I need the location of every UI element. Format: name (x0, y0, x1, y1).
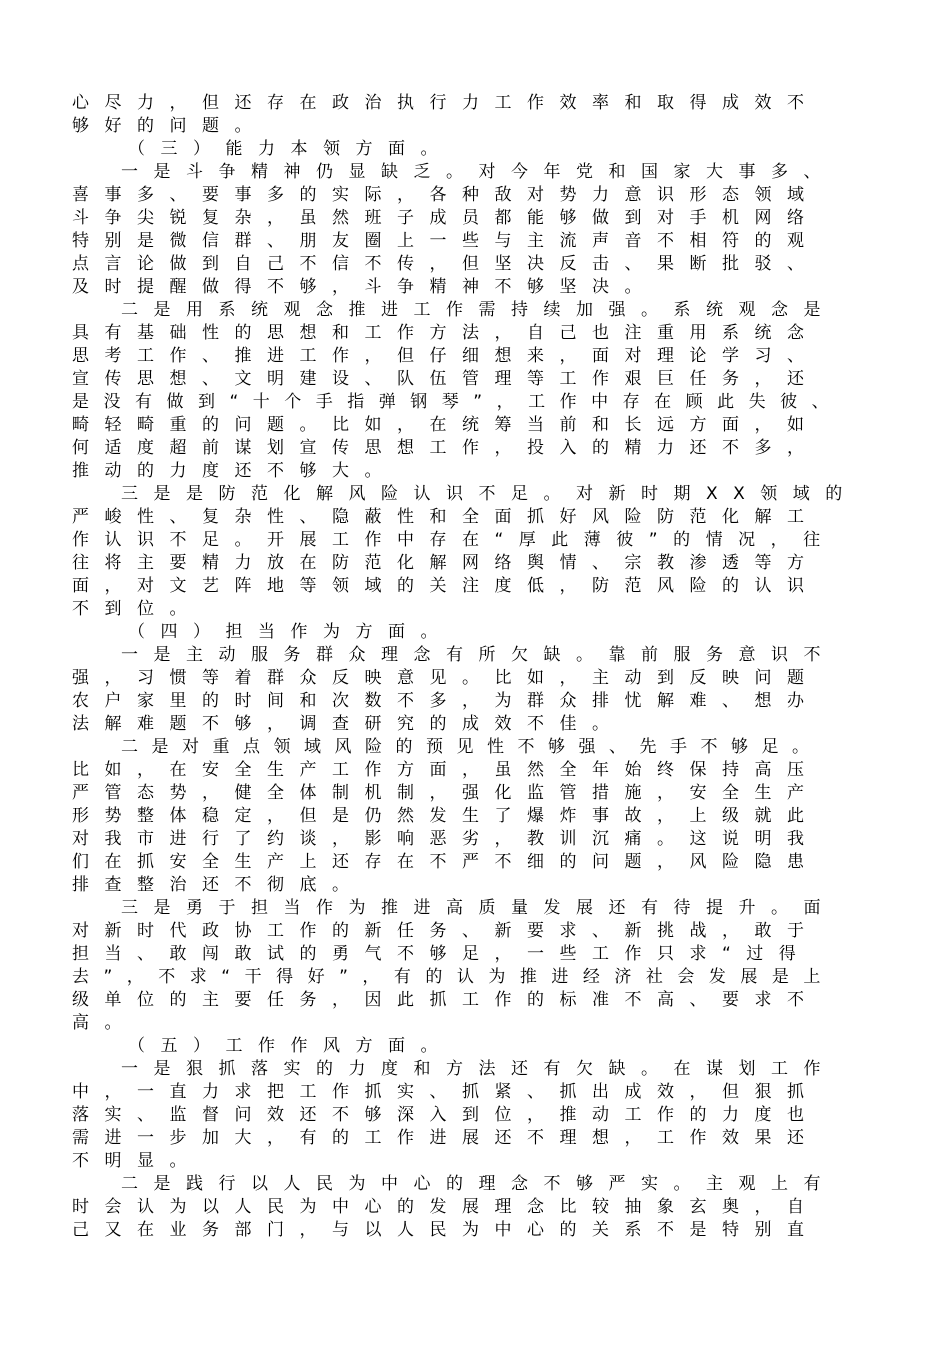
text-line: 比如，在安全生产工作方面，虽然全年始终保持高压 (72, 760, 820, 780)
text-line: 是没有做到“十个手指弹钢琴”，工作中存在顾此失彼、 (72, 392, 844, 412)
text-line: 需进一步加大，有的工作进展还不理想，工作效果还 (72, 1128, 820, 1148)
text-line: 法解难题不够，调查研究的成效不佳。 (72, 714, 625, 734)
text-line: 面，对文艺阵地等领域的关注度低，防范风险的认识 (72, 576, 820, 596)
text-line: 高。 (72, 1013, 137, 1033)
text-line: 农户家里的时间和次数不多，为群众排忧解难、想办 (72, 691, 820, 711)
section-heading: （三）能力本领方面。 (128, 139, 453, 159)
text-line: 作认识不足。开展工作中存在“厚此薄彼”的情况，往 (72, 530, 836, 550)
text-line: 三是勇于担当作为推进高质量发展还有待提升。面 (121, 898, 836, 918)
text-line: 点言论做到自己不信不传，但坚决反击、果断批驳、 (72, 254, 820, 274)
text-line: 一是狠抓落实的力度和方法还有欠缺。在谋划工作 (121, 1059, 836, 1079)
text-line: 特别是微信群、朋友圈上一些与主流声音不相符的观 (72, 231, 820, 251)
text-line: 喜事多、要事多的实际，各种敌对势力意识形态领域 (72, 185, 820, 205)
text-line: 严峻性、复杂性、隐蔽性和全面抓好风险防范化解工 (72, 507, 820, 527)
text-line: 对新时代政协工作的新任务、新要求、新挑战，敢于 (72, 921, 820, 941)
text-line: 及时提醒做得不够，斗争精神不够坚决。 (72, 277, 657, 297)
text-line: 中，一直力求把工作抓实、抓紧、抓出成效，但狠抓 (72, 1082, 820, 1102)
text-line: 具有基础性的思想和工作方法，自己也注重用系统念 (72, 323, 820, 343)
document-body (72, 92, 872, 1242)
section-heading: （五）工作作风方面。 (128, 1036, 453, 1056)
text-line: 级单位的主要任务，因此抓工作的标准不高、要求不 (72, 990, 820, 1010)
text-line: 往将主要精力放在防范化解网络舆情、宗教渗透等方 (72, 553, 820, 573)
text-line: 担当、敢闯敢试的勇气不够足，一些工作只求“过得 (72, 944, 812, 964)
text-line: 够好的问题。 (72, 116, 267, 136)
text-line: 不到位。 (72, 599, 202, 619)
text-line: 己又在业务部门，与以人民为中心的关系不是特别直 (72, 1220, 820, 1240)
text-line: 二是践行以人民为中心的理念不够严实。主观上有 (121, 1174, 836, 1194)
text-line: 推动的力度还不够大。 (72, 461, 397, 481)
text-line: 何适度超前谋划宣传思想工作，投入的精力还不多， (72, 438, 820, 458)
text-line: 不明显。 (72, 1151, 202, 1171)
text-line: 三是是防范化解风险认识不足。对新时期XX领域的 (121, 484, 858, 504)
text-line: 强，习惯等着群众反映意见。比如，主动到反映问题 (72, 668, 820, 688)
text-line: 一是主动服务群众理念有所欠缺。靠前服务意识不 (121, 645, 836, 665)
text-line: 心尽力，但还存在政治执行力工作效率和取得成效不 (72, 93, 820, 113)
text-line: 严管态势，健全体制机制，强化监管措施，安全生产 (72, 783, 820, 803)
text-line: 二是用系统观念推进工作需持续加强。系统观念是 (121, 300, 836, 320)
text-line: 二是对重点领域风险的预见性不够强、先手不够足。 (121, 737, 823, 757)
text-line: 宣传思想、文明建设、队伍管理等工作艰巨任务，还 (72, 369, 820, 389)
text-line: 对我市进行了约谈，影响恶劣，教训沉痛。这说明我 (72, 829, 820, 849)
text-line: 排查整治还不彻底。 (72, 875, 365, 895)
text-line: 畸轻畸重的问题。比如，在统筹当前和长远方面，如 (72, 415, 820, 435)
section-heading: （四）担当作为方面。 (128, 622, 453, 642)
text-line: 落实、监督问效还不够深入到位，推动工作的力度也 (72, 1105, 820, 1125)
text-line: 思考工作、推进工作，但仔细想来，面对理论学习、 (72, 346, 820, 366)
text-line: 形势整体稳定，但是仍然发生了爆炸事故，上级就此 (72, 806, 820, 826)
text-line: 一是斗争精神仍显缺乏。对今年党和国家大事多、 (121, 162, 836, 182)
text-line: 时会认为以人民为中心的发展理念比较抽象玄奥，自 (72, 1197, 820, 1217)
text-line: 去”，不求“干得好”，有的认为推进经济社会发展是上 (72, 967, 835, 987)
text-line: 们在抓安全生产上还存在不严不细的问题，风险隐患 (72, 852, 820, 872)
text-line: 斗争尖锐复杂，虽然班子成员都能够做到对手机网络 (72, 208, 820, 228)
